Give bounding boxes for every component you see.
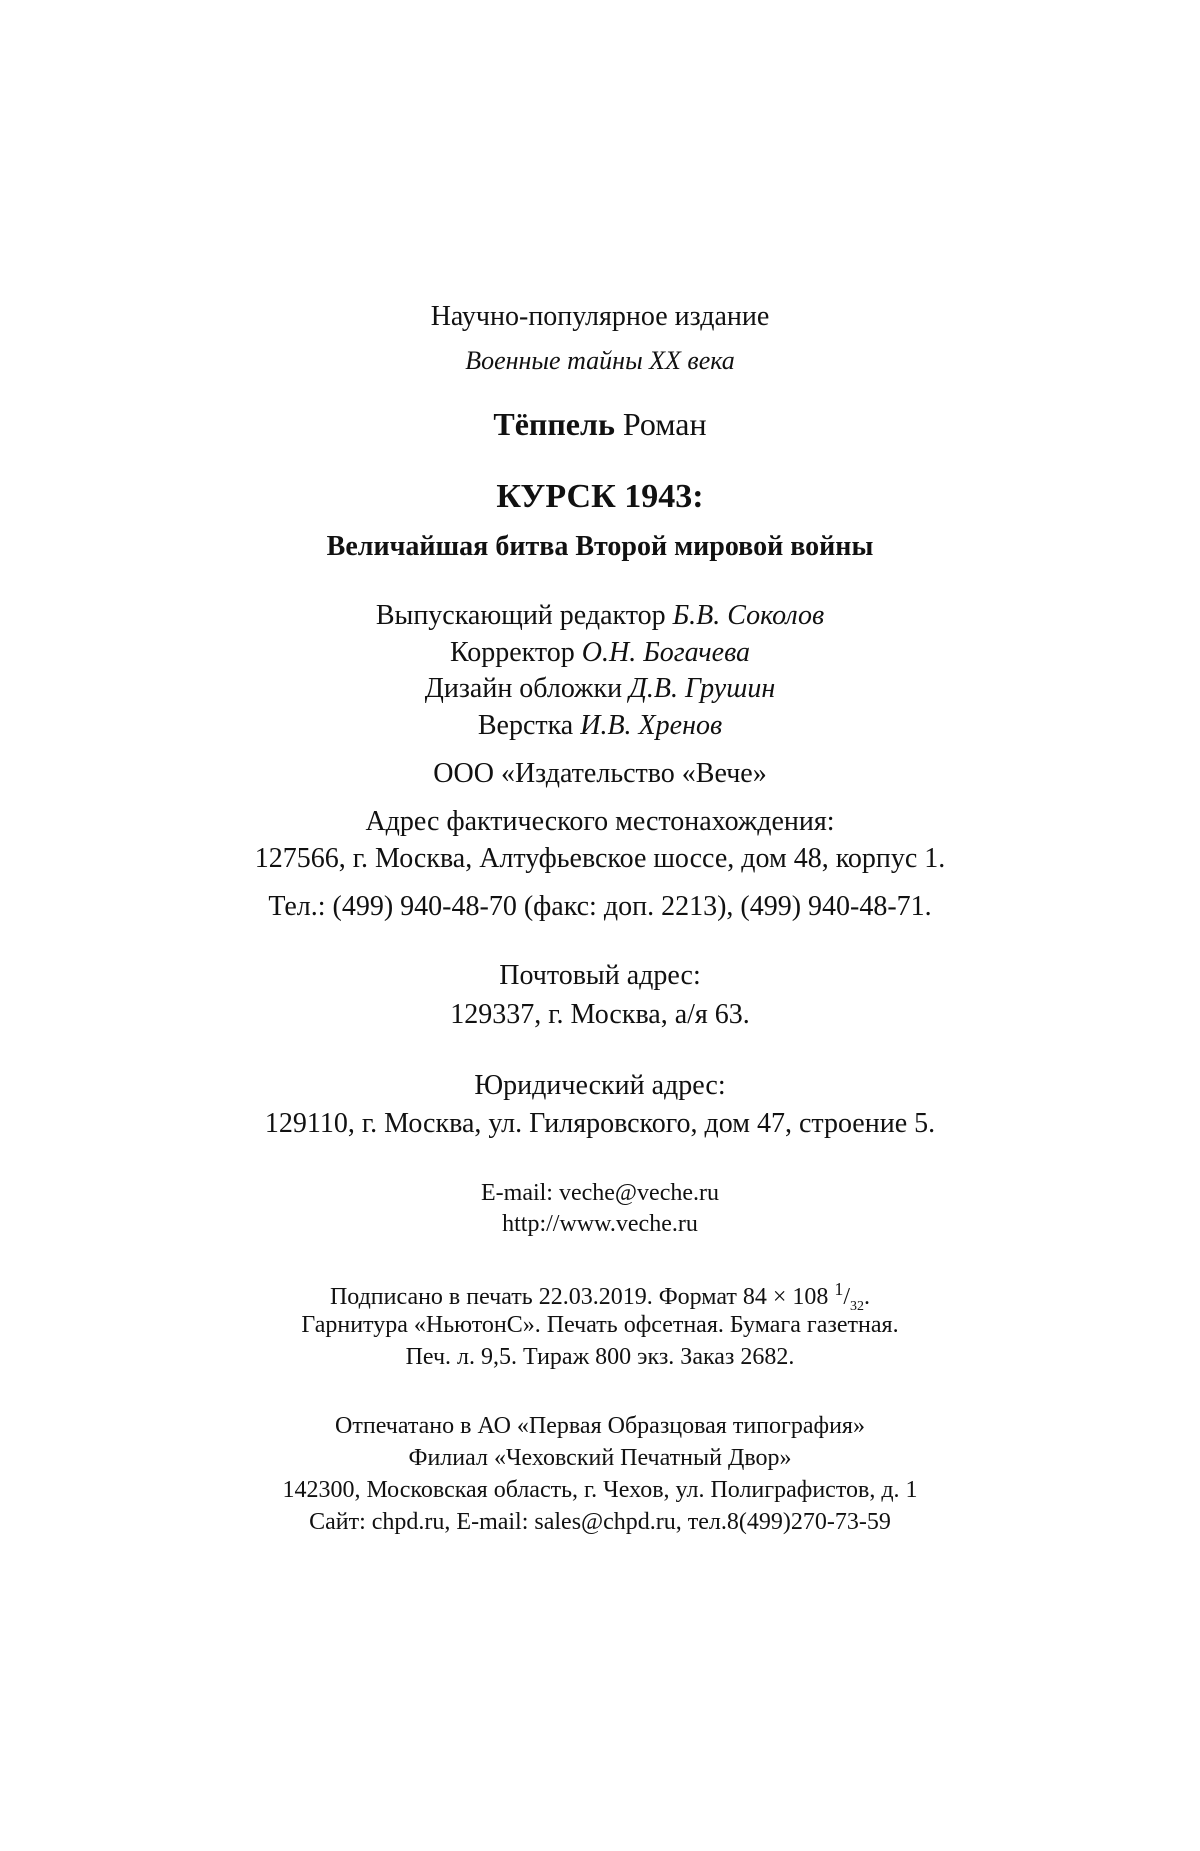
- credit-line-cover-design: [0, 675, 1200, 703]
- signed-prefix: Подписано в печать 22.03.2019. Формат 84 × 108: [329, 1284, 835, 1310]
- author-surname: Тёппель: [493, 406, 615, 442]
- credit-role: Верстка: [477, 710, 574, 741]
- publisher-website: http://www.veche.ru: [502, 1211, 698, 1237]
- credit-person: Д.В. Грушин: [629, 673, 776, 704]
- format-suffix: .: [864, 1284, 871, 1310]
- book-title: КУРСК 1943:: [496, 478, 704, 515]
- series-title: Военные тайны XX века: [465, 346, 735, 375]
- typeface-line: Гарнитура «НьютонС». Печать офсетная. Бумага газетная.: [301, 1312, 899, 1338]
- credit-role: Выпускающий редактор: [375, 600, 666, 631]
- credit-person: О.Н. Богачева: [581, 637, 751, 668]
- legal-address: 129110, г. Москва, ул. Гиляровского, дом 47, строение 5.: [264, 1108, 936, 1139]
- credit-line-editor: [0, 602, 1200, 630]
- credit-role: Корректор: [449, 637, 575, 668]
- credit-line-layout: [0, 712, 1200, 740]
- book-subtitle: Величайшая битва Второй мировой войны: [326, 531, 874, 562]
- actual-address-label: Адрес фактического местонахождения:: [365, 806, 835, 837]
- print-run-line: Печ. л. 9,5. Тираж 800 экз. Заказ 2682.: [405, 1344, 795, 1370]
- printer-line-2: Филиал «Чеховский Печатный Двор»: [408, 1445, 792, 1471]
- publisher-name: ООО «Издательство «Вече»: [433, 758, 767, 789]
- printer-line-1: Отпечатано в АО «Первая Образцовая типография»: [335, 1413, 865, 1439]
- publisher-email: E-mail: veche@veche.ru: [481, 1180, 719, 1206]
- format-denominator: 32: [850, 1298, 865, 1314]
- format-numerator: 1: [834, 1279, 844, 1299]
- author-line: [0, 408, 1200, 440]
- credit-person: И.В. Хренов: [580, 710, 723, 741]
- author-name: Роман: [622, 406, 707, 442]
- credit-person: Б.В. Соколов: [672, 600, 825, 631]
- signed-to-print: Подписано в печать 22.03.2019. Формат 84 × 108 $^1/_{32}$.: [329, 1279, 871, 1314]
- printer-line-3: 142300, Московская область, г. Чехов, ул. Полиграфистов, д. 1: [282, 1477, 918, 1503]
- postal-address-label: Почтовый адрес:: [499, 960, 701, 991]
- phone-line: Тел.: (499) 940-48-70 (факс: доп. 2213), (499) 940-48-71.: [268, 891, 932, 922]
- edition-type: Научно-популярное издание: [430, 301, 770, 332]
- actual-address: 127566, г. Москва, Алтуфьевское шоссе, дом 48, корпус 1.: [254, 843, 946, 874]
- printer-line-4: Сайт: chpd.ru, E-mail: sales@chpd.ru, тел.8(499)270-73-59: [309, 1509, 891, 1535]
- credit-line-proofreader: [0, 639, 1200, 667]
- credit-role: Дизайн обложки: [424, 673, 623, 704]
- legal-address-label: Юридический адрес:: [474, 1070, 726, 1101]
- postal-address: 129337, г. Москва, а/я 63.: [450, 999, 750, 1030]
